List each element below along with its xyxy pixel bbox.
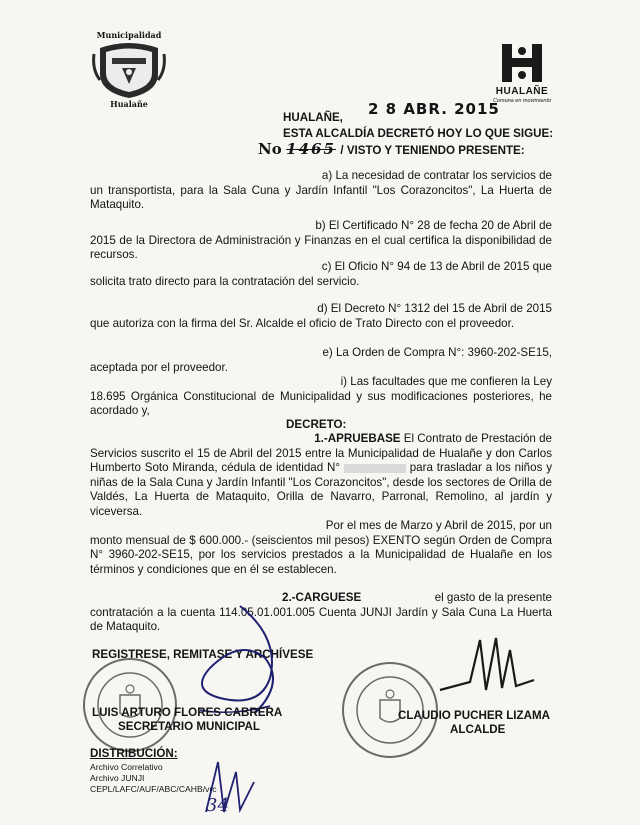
decree-heading: ESTA ALCALDÍA DECRETÓ HOY LO QUE SIGUE: xyxy=(283,127,554,140)
secretary-name: LUIS ARTURO FLORES CABRERA xyxy=(92,706,283,719)
crest-top-text: Municipalidad xyxy=(96,30,162,40)
closing-line: REGISTRESE, REMITASE Y ARCHÍVESE xyxy=(92,648,314,661)
distribution-title: DISTRIBUCIÓN: xyxy=(90,747,178,760)
hualane-h-logo-icon xyxy=(498,42,546,84)
decree-number: 1465 xyxy=(286,140,336,158)
secretary-title: SECRETARIO MUNICIPAL xyxy=(118,720,260,733)
distribution-line: Archivo Correlativo xyxy=(90,761,163,772)
distribution-line: Archivo JUNJI xyxy=(90,772,145,783)
mayor-title: ALCALDE xyxy=(450,723,506,736)
logo-name: HUALAÑE xyxy=(495,86,549,97)
crest-shield-icon xyxy=(92,40,166,100)
consideration-e: e) La Orden de Compra N°: 3960-202-SE15, aceptada por el proveedor. xyxy=(90,346,552,374)
visto-heading: / VISTO Y TENIENDO PRESENTE: xyxy=(340,144,525,157)
consideration-c: c) El Oficio N° 94 de 13 de Abril de 2015 que solicita trato directo para la contratación del servicio. xyxy=(90,260,552,288)
consideration-a: a) La necesidad de contratar los servicios de un transportista, para la Sala Cuna y Jardín Infantil "Los Corazoncitos", La Huerta de Mataquito. xyxy=(90,169,552,212)
article-1: 1.-APRUEBASE El Contrato de Prestación de Servicios suscrito el 15 de Abril del 2015 entre la Municipalidad de Hualañe y don Carlos Humberto Soto Miranda, cédula de identidad N° para trasladar a los niños y niñas de la Sala Cuna y Jardín Infantil "Los Corazoncitos", desde los sectores de Orilla de Valdés, La Huerta de Mataquito, Orilla de Navarro, Parronal, Remolino, al jardín y viceversa. xyxy=(90,432,552,518)
handwritten-note: 34 xyxy=(206,795,229,816)
consideration-i: i) Las facultades que me confieren la Ley 18.695 Orgánica Constitucional de Municipalidad y sus modificaciones posteriores, he acordado y, xyxy=(90,375,552,418)
article-1-amount: Por el mes de Marzo y Abril de 2015, por un monto mensual de $ 600.000.- (seiscientos mil pesos) EXENTO según Orden de Compra N° 3960-202-SE15, por los servicios prestados a la Municipalidad de Hualañe en los términos y condiciones que en él se establecen. xyxy=(90,519,552,576)
consideration-b: b) El Certificado N° 28 de fecha 20 de Abril de 2015 de la Directora de Administración y Finanzas en el cual certifica la disponibilidad de recursos. xyxy=(90,219,552,262)
decree-date-stamp: 2 8 ABR. 2015 xyxy=(368,100,500,118)
secretary-stamp-icon xyxy=(80,655,180,755)
distribution-line: CEPL/LAFC/AUF/ABC/CAHB/vrc xyxy=(90,783,217,794)
article-2: 2.-CARGUESE el gasto de la presente contratación a la cuenta 114.05.01.001.005 Cuenta JUNJI Jardín y Sala Cuna La Huerta de Mataquito. xyxy=(90,591,552,634)
place-name: HUALAÑE, xyxy=(283,111,343,124)
crest-bottom-text: Hualañe xyxy=(110,99,148,109)
decree-number-line xyxy=(258,140,525,159)
logo-tagline: Comuna en movimiento xyxy=(492,98,552,104)
mayor-signature-icon xyxy=(430,620,550,710)
consideration-d: d) El Decreto N° 1312 del 15 de Abril de 2015 que autoriza con la firma del Sr. Alcalde el oficio de Trato Directo con el proveedor. xyxy=(90,302,552,330)
mayor-name: CLAUDIO PUCHER LIZAMA xyxy=(398,709,550,722)
decreto-title: DECRETO: xyxy=(286,418,347,431)
handwritten-scribble-icon xyxy=(196,752,266,822)
number-prefix: No xyxy=(258,140,282,158)
redacted-id xyxy=(344,464,406,473)
